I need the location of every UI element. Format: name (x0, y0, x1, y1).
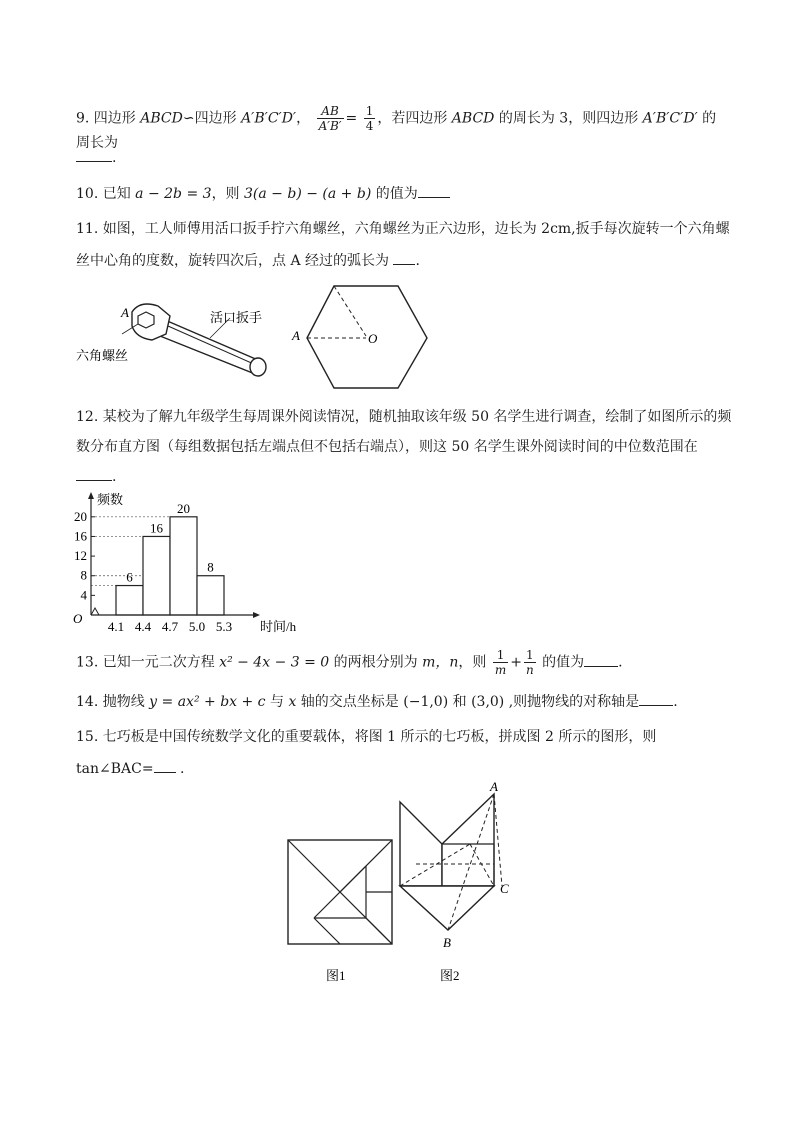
question-15 (76, 727, 736, 779)
q13-end: . (618, 654, 623, 671)
q10-condition: a − 2b = 3 (135, 186, 212, 202)
q15-line-2: tan∠BAC= (76, 761, 154, 777)
histogram-bar (116, 586, 143, 615)
q9-quad-prime: A′B′C′D′ (241, 110, 297, 127)
wrench-handle-groove (168, 326, 256, 365)
q9-frac-den: A′B′ (318, 119, 342, 133)
q9-sim-text: ∽四边形 (182, 110, 242, 127)
tangram-figure-1 (288, 840, 392, 983)
q13-text-3: ，则 (458, 654, 491, 671)
q13-text-2: 的两根分别为 (329, 654, 423, 671)
y-tick-label: 8 (80, 567, 87, 583)
q13-f2-den: n (525, 663, 534, 677)
q9-end: . (112, 150, 117, 166)
y-axis-label: 频数 (97, 492, 124, 507)
question-14 (76, 690, 726, 712)
q10-text-2: ，则 (211, 186, 245, 202)
q11-answer-blank[interactable] (393, 249, 415, 265)
q10-answer-blank[interactable] (418, 182, 450, 198)
x-axis-break (91, 608, 99, 615)
wrench-label-a: A (121, 305, 129, 320)
x-tick-label: 4.1 (107, 619, 125, 634)
q11-line-2: 丝中心角的度数，旋转四次后，点 A 经过的弧长为 (76, 253, 390, 269)
question-11 (76, 219, 736, 271)
q13-f2-num: 1 (524, 648, 536, 663)
q10-text-3: 的值为 (371, 186, 418, 202)
q10-expression: 3(a − b) − (a + b) (244, 186, 372, 202)
hex-bolt-small (138, 312, 154, 328)
q14-answer-blank[interactable] (639, 690, 673, 706)
q9-answer-blank[interactable] (76, 146, 112, 162)
figure-1-caption: 图1 (326, 968, 346, 983)
q9-text-2: ，若四边形 (377, 110, 452, 127)
q14-axis: x (288, 694, 297, 710)
x-tick-label: 5.0 (188, 619, 206, 634)
x-axis-label: 时间/h (260, 619, 297, 634)
tangram-figure-2 (400, 780, 509, 983)
wrench-label: 活口扳手 (210, 310, 263, 325)
q9-equals: = (345, 110, 362, 127)
bar-value-label: 6 (126, 569, 133, 585)
question-12 (76, 407, 736, 487)
fig2-label-b: B (443, 935, 451, 950)
origin-label: O (73, 611, 83, 626)
hexagon-figure (291, 286, 427, 388)
q14-text: 14. 抛物线 (76, 694, 150, 710)
q13-fraction-2 (524, 648, 536, 677)
figure-2-caption: 图2 (440, 968, 460, 983)
x-tick-label: 4.4 (134, 619, 152, 634)
q11-figure (70, 282, 450, 392)
q12-line-1: 12. 某校为了解九年级学生每周课外阅读情况，随机抽取该年级 50 名学生进行调查，绘制了如图所示的频 (76, 409, 732, 425)
q14-point-1: (−1,0) (403, 694, 449, 710)
q9-value-fraction (364, 104, 376, 133)
y-tick-label: 4 (80, 587, 87, 603)
q10-text: 10. 已知 (76, 186, 136, 202)
q13-f1-num: 1 (493, 648, 508, 663)
q15-line-1: 15. 七巧板是中国传统数学文化的重要载体，将图 1 所示的七巧板，拼成图 2 所示的图形，则 (76, 729, 657, 745)
y-tick-label: 12 (74, 548, 87, 564)
question-13 (76, 648, 726, 677)
q14-text-2: 与 (265, 694, 289, 710)
question-10 (76, 182, 726, 204)
histogram-bar (197, 576, 224, 615)
x-tick-label: 4.7 (161, 619, 179, 634)
wrench-handle (160, 320, 258, 374)
bolt-label: 六角螺丝 (76, 348, 129, 363)
q14-and: 和 (448, 694, 472, 710)
q15-end: . (180, 761, 185, 777)
x-axis-arrow (253, 612, 260, 618)
histogram-bar (170, 517, 197, 615)
q11-line-1: 11. 如图，工人师傅用活口扳手拧六角螺丝，六角螺丝为正六边形，边长为 2cm,扳手每次旋转一个六角螺 (76, 221, 730, 237)
q9-text-4: 的周长为 (76, 110, 717, 151)
q9-text-3: 的周长为 3，则四边形 (494, 110, 643, 127)
q12-end: . (112, 469, 117, 485)
y-tick-label: 16 (74, 528, 87, 544)
q13-f1-den: m (494, 663, 507, 677)
q9-quad-abcd-2: ABCD (451, 110, 495, 127)
wrench-handle-end (250, 358, 266, 376)
q13-plus: + (510, 654, 522, 671)
q9-val-num: 1 (365, 104, 374, 118)
wrench-figure (76, 304, 266, 376)
fig2-bottom-piece (400, 886, 494, 930)
y-tick-label: 20 (74, 508, 87, 524)
fig2-label-c: C (500, 881, 509, 896)
q13-text: 13. 已知一元二次方程 (76, 654, 220, 671)
q13-fraction-1 (493, 648, 508, 677)
histogram-bar (143, 536, 170, 615)
q14-text-3: 轴的交点坐标是 (296, 694, 404, 710)
q13-text-4: 的值为 (537, 654, 585, 671)
q11-end: . (415, 253, 420, 269)
hex-label-a: A (292, 328, 300, 343)
q14-end: . (673, 694, 678, 710)
q12-histogram (64, 490, 304, 638)
q13-roots: m，n (422, 654, 459, 671)
q9-quad-prime-2: A′B′C′D′ (642, 110, 698, 127)
q15-answer-blank[interactable] (154, 757, 176, 773)
q13-equation: x² − 4x − 3 = 0 (219, 654, 330, 671)
q9-quad-abcd: ABCD (140, 110, 183, 127)
regular-hexagon (307, 286, 427, 388)
bar-value-label: 8 (207, 559, 214, 575)
bar-value-label: 20 (177, 500, 190, 516)
q9-comma: ， (296, 110, 311, 127)
q9-val-den: 4 (365, 119, 374, 133)
fig2-label-a: A (490, 780, 498, 794)
x-tick-label: 5.3 (215, 619, 233, 634)
fig2-dashed-ac (494, 794, 502, 886)
q15-figures (280, 780, 530, 990)
question-9-answer-line (76, 146, 726, 168)
q12-answer-blank[interactable] (76, 465, 112, 481)
hex-label-o: O (368, 331, 378, 346)
q14-point-2: (3,0) (471, 694, 505, 710)
q9-ratio-fraction (317, 104, 344, 133)
fig2-top-piece (442, 794, 494, 886)
q14-text-4: ,则抛物线的对称轴是 (504, 694, 640, 710)
q14-parabola: y = ax² + bx + c (149, 694, 266, 710)
q9-text: 9. 四边形 (76, 110, 141, 127)
q12-line-2: 数分布直方图（每组数据包括左端点但不包括右端点），则这 50 名学生课外阅读时间的中位数范围在 (76, 439, 698, 455)
q13-answer-blank[interactable] (584, 651, 618, 667)
y-axis-arrow (88, 492, 94, 499)
bar-value-label: 16 (150, 520, 163, 536)
q9-frac-num: AB (317, 104, 344, 119)
